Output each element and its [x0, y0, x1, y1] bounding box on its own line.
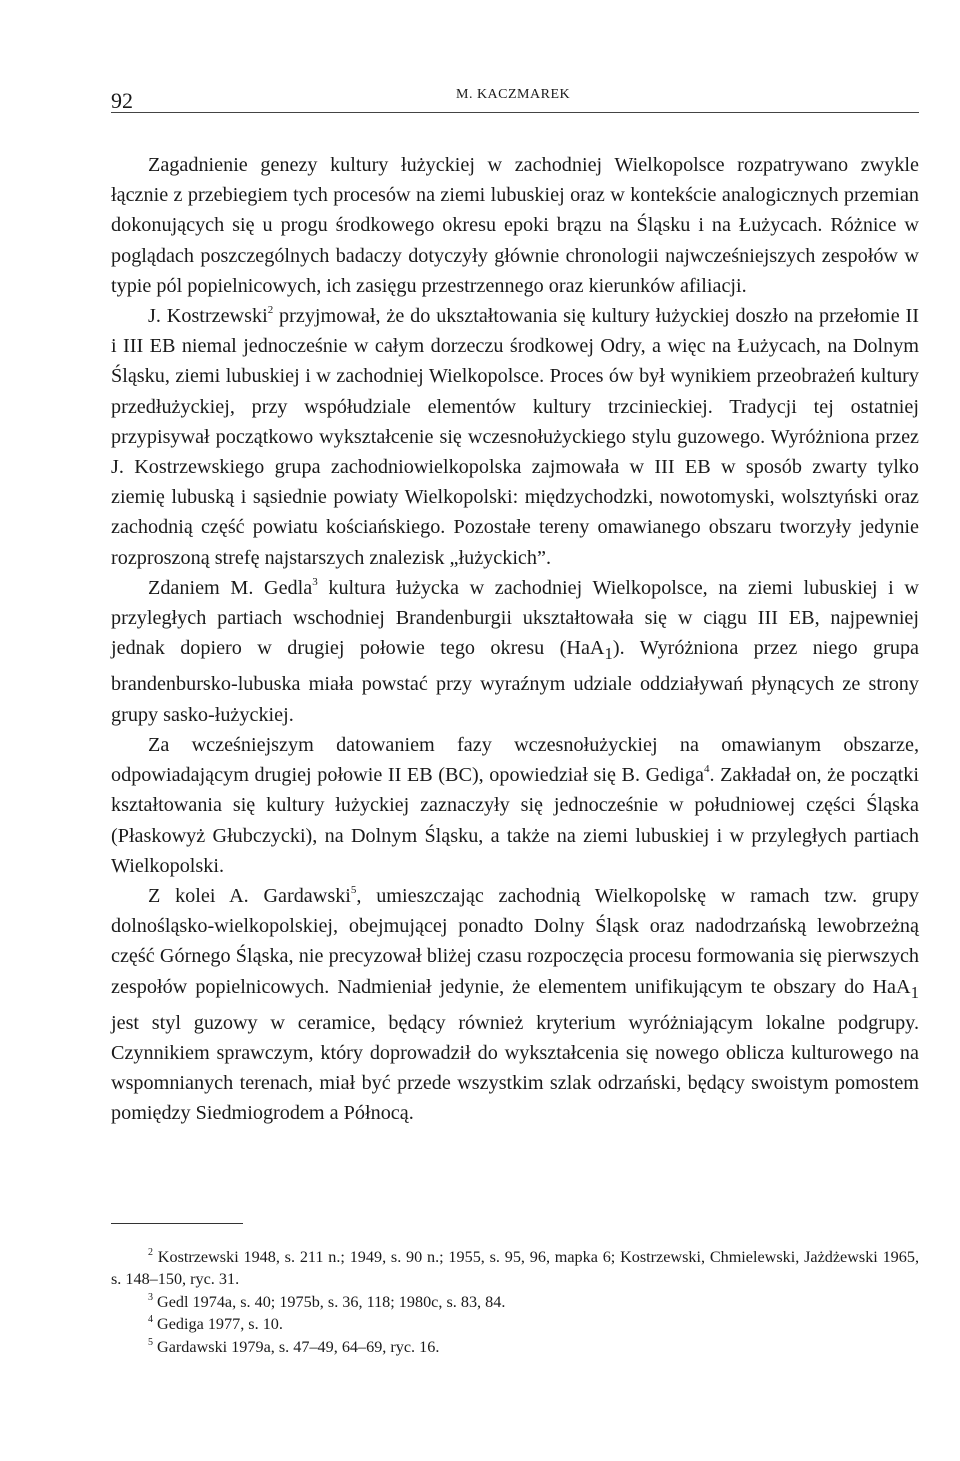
footnote-marker: 2 — [267, 304, 274, 317]
footnote-marker: 2 — [148, 1247, 153, 1258]
paragraph — [111, 730, 919, 881]
paragraph — [111, 150, 919, 301]
text-run: J. Kostrzewski — [148, 305, 268, 328]
text-run: Zdaniem M. Gedla — [148, 576, 313, 599]
text-run: Gedl 1974a, s. 40; 1975b, s. 36, 118; 1980c, s. 83, 84. — [153, 1292, 506, 1311]
text-run: Gardawski 1979a, s. 47–49, 64–69, ryc. 16. — [153, 1337, 440, 1356]
footnote-marker: 3 — [148, 1291, 153, 1303]
paragraph — [111, 881, 919, 1129]
footnote — [111, 1336, 919, 1358]
footnote — [111, 1291, 919, 1313]
subscript: 1 — [604, 644, 613, 664]
footnote-marker: 4 — [703, 763, 710, 776]
text-run: przyjmował, że do ukształtowania się kultury łużyckiej doszło na przełomie II i III EB niemal jednocześnie w całym dorzeczu środkowej Odry, a więc na Łużycach, na Dolnym Śląsku, ziemi lubuskiej i w zachodniej Wielkopolsce. Proces ów był wynikiem przeobrażeń kultury przedłużyckiej, przy współudziale elementów kultury trzcinieckiej. Tradycji tej ostatniej przypisywał początkowo wykształcenie się wczesnołużyckiego stylu guzowego. Wyróżniona przez J. Kostrzewskiego grupa zachodniowielkopolska zajmowała w III EB w sposób zwarty tylko ziemię lubuską i sąsiednie powiaty Wielkopolski: międzychodzki, nowotomyski, wolsztyński oraz zachodnią część powiatu kościańskiego. Pozostałe tereny omawianego obszaru tworzyły jedynie rozproszoną strefę najstarszych znalezisk „łużyckich”. — [111, 305, 919, 569]
paragraph — [111, 573, 919, 730]
text-run: Z kolei A. Gardawski — [148, 884, 351, 907]
text-run: jest styl guzowy w ceramice, będący również kryterium wyróżniającym lokalne podgrupy. Czynnikiem sprawczym, który doprowadził do wykształcenia się nowego oblicza kulturowego na wspomnianych terenach, miał być przede wszystkim szlak odrzański, będący swoistym pomostem pomiędzy Siedmiogrodem a Północą. — [111, 1011, 919, 1125]
text-run: . Zakładał on, że początki kształtowania się kultury łużyckiej zaznaczyły się jednocześnie w południowej części Śląska (Płaskowyż Głubczycki), na Dolnym Śląsku, a także na ziemi lubuskiej i w przyległych partiach Wielkopolski. — [111, 764, 919, 877]
footnote-marker: 5 — [148, 1336, 153, 1348]
text-run: kultura łużycka w zachodniej Wielkopolsce, na ziemi lubuskiej i w przyległych partiach wschodniej Brandenburgii ukształtowała się w ciągu III EB, najpewniej jednak dopiero w drugiej połowie tego okresu (HaA — [111, 576, 919, 660]
page-number: 92 — [111, 88, 133, 113]
running-head: M. KACZMAREK — [456, 87, 571, 102]
footnote-separator — [111, 1223, 243, 1224]
footnote — [111, 1246, 919, 1291]
footnote — [111, 1313, 919, 1335]
page-header — [111, 82, 919, 113]
paragraph — [111, 301, 919, 573]
subscript: 1 — [910, 982, 919, 1002]
text-run: Kostrzewski 1948, s. 211 n.; 1949, s. 90 n.; 1955, s. 95, 96, mapka 6; Kostrzewski, Chmielewski, Jażdżewski 1965, s. 148–150, ryc. 31. — [111, 1248, 919, 1289]
text-run: Zagadnienie genezy kultury łużyckiej w zachodniej Wielkopolsce rozpatrywano zwykle łącznie z przebiegiem tych procesów na ziemi lubuskiej oraz w kontekście analogicznych przemian dokonujących się u progu środkowego okresu epoki brązu na Śląsku i na Łużycach. Różnice w poglądach poszczególnych badaczy dotyczyły głównie chronologii najwcześniejszych zespołów w typie pól popielnicowych, ich zasięgu przestrzennego oraz kierunków afiliacji. — [111, 154, 919, 297]
text-run: Gediga 1977, s. 10. — [153, 1315, 283, 1334]
text-run: ). Wyróżniona przez niego grupa brandenbursko-lubuska miała powstać przy wyraźnym udziale oddziaływań płynących ze strony grupy sasko-łużyckiej. — [111, 637, 919, 726]
footnote-marker: 4 — [148, 1314, 153, 1326]
text-run: , umieszczając zachodnią Wielkopolskę w ramach tzw. grupy dolnośląsko-wielkopolskiej, obejmującej ponadto Dolny Śląsk oraz nadodrzańską lewobrzeżną część Górnego Śląska, nie precyzował bliżej czasu rozpoczęcia procesu formowania się pierwszych zespołów popielnicowych. Nadmieniał jedynie, że elementem unifikującym te obszary do HaA — [111, 884, 919, 998]
text-run: Za wcześniejszym datowaniem fazy wczesnołużyckiej na omawianym obszarze, odpowiadającym drugiej połowie II EB (BC), opowiedział się B. Gediga — [111, 733, 919, 787]
footnote-marker: 3 — [312, 575, 318, 588]
main-text — [111, 150, 919, 1129]
footnote-marker: 5 — [350, 883, 357, 896]
footnotes — [111, 1246, 919, 1358]
